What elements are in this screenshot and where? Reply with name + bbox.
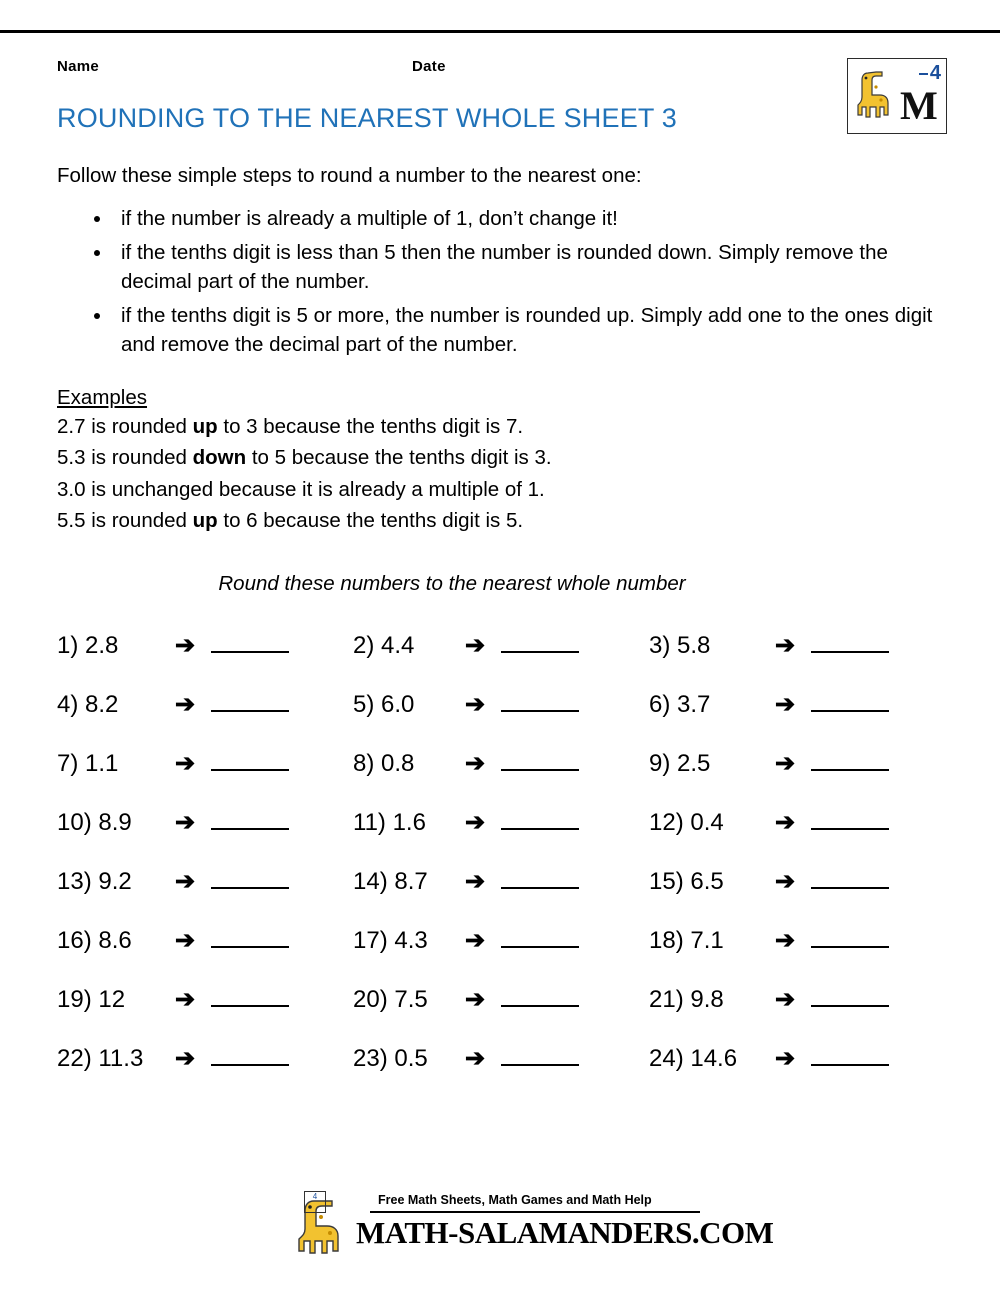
arrow-icon: ➔ <box>175 749 196 777</box>
problem-item <box>649 690 945 719</box>
answer-blank[interactable] <box>211 1047 289 1066</box>
arrow-icon: ➔ <box>175 631 196 659</box>
answer-blank[interactable] <box>211 693 289 712</box>
problem-number: 24) 14.6 <box>649 1044 738 1072</box>
problem-number: 20) 7.5 <box>353 985 428 1013</box>
problem-number: 8) 0.8 <box>353 749 415 777</box>
answer-blank[interactable] <box>501 752 579 771</box>
problem-number: 13) 9.2 <box>57 867 132 895</box>
problem-item <box>649 631 945 660</box>
problem-item <box>353 985 649 1014</box>
arrow-icon: ➔ <box>175 690 196 718</box>
problem-number: 17) 4.3 <box>353 926 428 954</box>
problem-item <box>353 867 649 896</box>
page-footer <box>0 1189 1000 1268</box>
worksheet-content <box>57 48 947 1088</box>
problem-item <box>649 867 945 896</box>
problem-number: 23) 0.5 <box>353 1044 428 1072</box>
problem-number: 11) 1.6 <box>353 808 426 836</box>
answer-blank[interactable] <box>211 929 289 948</box>
answer-blank[interactable] <box>501 1047 579 1066</box>
arrow-icon: ➔ <box>465 985 486 1013</box>
problem-item <box>57 926 353 955</box>
problem-item <box>649 808 945 837</box>
arrow-icon: ➔ <box>775 808 796 836</box>
problems-grid <box>57 616 947 1088</box>
arrow-icon: ➔ <box>465 631 486 659</box>
answer-blank[interactable] <box>811 752 889 771</box>
problem-item <box>57 1044 353 1073</box>
problem-row <box>57 793 947 852</box>
example-strong: up <box>192 509 218 533</box>
example-pre: 5.5 is rounded <box>57 509 193 533</box>
problem-number: 3) 5.8 <box>649 631 711 659</box>
answer-blank[interactable] <box>811 988 889 1007</box>
list-item: • if the tenths digit is less than 5 then the number is rounded down. Simply remove the decimal part of the number. <box>113 238 947 297</box>
problem-number: 4) 8.2 <box>57 690 119 718</box>
problem-item <box>649 749 945 778</box>
example-post: to 5 because the tenths digit is 3. <box>246 446 552 470</box>
logo-m-letter: Μ <box>900 83 938 128</box>
example-pre: 2.7 is rounded <box>57 414 193 438</box>
problem-number: 22) 11.3 <box>57 1044 144 1072</box>
problem-row <box>57 1029 947 1088</box>
example-line <box>57 443 947 473</box>
arrow-icon: ➔ <box>775 867 796 895</box>
problem-number: 2) 4.4 <box>353 631 415 659</box>
problem-number: 6) 3.7 <box>649 690 711 718</box>
answer-blank[interactable] <box>811 929 889 948</box>
problem-item <box>353 926 649 955</box>
problem-item <box>353 1044 649 1073</box>
problem-item <box>57 985 353 1014</box>
problem-number: 12) 0.4 <box>649 808 724 836</box>
problem-number: 16) 8.6 <box>57 926 132 954</box>
example-strong: up <box>192 414 218 438</box>
answer-blank[interactable] <box>211 752 289 771</box>
footer-tagline: Free Math Sheets, Math Games and Math Help <box>378 1193 652 1207</box>
problem-number: 19) 12 <box>57 985 126 1013</box>
answer-blank[interactable] <box>501 693 579 712</box>
problem-number: 15) 6.5 <box>649 867 724 895</box>
name-label: Name <box>57 58 100 75</box>
problem-number: 21) 9.8 <box>649 985 724 1013</box>
problem-item <box>649 1044 945 1073</box>
problem-item <box>57 808 353 837</box>
problem-item <box>57 690 353 719</box>
arrow-icon: ➔ <box>775 690 796 718</box>
example-strong: down <box>192 446 247 470</box>
examples-heading: Examples <box>57 385 148 409</box>
answer-blank[interactable] <box>501 988 579 1007</box>
salamander-icon <box>854 67 894 123</box>
arrow-icon: ➔ <box>775 985 796 1013</box>
problem-row <box>57 970 947 1029</box>
answer-blank[interactable] <box>211 634 289 653</box>
footer-site-name: ΜATH-SALAMANDERS.COM <box>356 1215 774 1250</box>
arrow-icon: ➔ <box>175 808 196 836</box>
example-post: to 3 because the tenths digit is 7. <box>217 414 524 438</box>
list-item: • if the tenths digit is 5 or more, the number is rounded up. Simply add one to the ones digit and remove the decimal part of the number. <box>113 301 947 360</box>
problem-number: 9) 2.5 <box>649 749 711 777</box>
example-pre: 3.0 is unchanged because it is already a multiple of 1. <box>57 477 545 501</box>
problem-number: 14) 8.7 <box>353 867 428 895</box>
page-title: ROUNDING TO THE NEAREST WHOLE SHEET 3 <box>57 103 678 133</box>
answer-blank[interactable] <box>211 811 289 830</box>
instruction-text: Round these numbers to the nearest whole number <box>218 571 686 595</box>
footer-inner <box>290 1189 774 1263</box>
problem-item <box>649 926 945 955</box>
arrow-icon: ➔ <box>465 867 486 895</box>
example-line <box>57 506 947 536</box>
problem-number: 10) 8.9 <box>57 808 132 836</box>
answer-blank[interactable] <box>211 870 289 889</box>
problem-item <box>649 985 945 1014</box>
problem-row <box>57 675 947 734</box>
answer-blank[interactable] <box>211 988 289 1007</box>
problem-number: 1) 2.8 <box>57 631 119 659</box>
answer-blank[interactable] <box>501 870 579 889</box>
brand-logo-box <box>847 58 947 134</box>
grade-badge: 4 <box>919 62 941 85</box>
arrow-icon: ➔ <box>465 749 486 777</box>
answer-blank[interactable] <box>501 811 579 830</box>
answer-blank[interactable] <box>811 811 889 830</box>
footer-divider <box>370 1211 700 1213</box>
problem-row <box>57 852 947 911</box>
arrow-icon: ➔ <box>465 690 486 718</box>
problem-row <box>57 734 947 793</box>
rules-list <box>57 204 947 360</box>
arrow-icon: ➔ <box>465 926 486 954</box>
top-divider <box>0 30 1000 33</box>
answer-blank[interactable] <box>501 929 579 948</box>
arrow-icon: ➔ <box>775 1044 796 1072</box>
problem-item <box>353 749 649 778</box>
problem-row <box>57 911 947 970</box>
arrow-icon: ➔ <box>775 631 796 659</box>
problem-item <box>353 631 649 660</box>
problem-row <box>57 616 947 675</box>
arrow-icon: ➔ <box>465 808 486 836</box>
answer-blank[interactable] <box>811 1047 889 1066</box>
answer-blank[interactable] <box>811 634 889 653</box>
arrow-icon: ➔ <box>775 749 796 777</box>
arrow-icon: ➔ <box>465 1044 486 1072</box>
problem-item <box>57 631 353 660</box>
footer-grade-badge: 4 <box>304 1191 326 1213</box>
date-label: Date <box>412 58 446 75</box>
arrow-icon: ➔ <box>775 926 796 954</box>
arrow-icon: ➔ <box>175 1044 196 1072</box>
problem-item <box>353 808 649 837</box>
example-pre: 5.3 is rounded <box>57 446 193 470</box>
examples-heading-wrap <box>57 364 947 410</box>
problem-number: 5) 6.0 <box>353 690 415 718</box>
problem-number: 18) 7.1 <box>649 926 724 954</box>
answer-blank[interactable] <box>501 634 579 653</box>
problem-number: 7) 1.1 <box>57 749 119 777</box>
answer-blank[interactable] <box>811 870 889 889</box>
problem-item <box>57 867 353 896</box>
example-post: to 6 because the tenths digit is 5. <box>217 509 524 533</box>
example-line <box>57 475 947 505</box>
example-line <box>57 412 947 442</box>
arrow-icon: ➔ <box>175 867 196 895</box>
arrow-icon: ➔ <box>175 926 196 954</box>
answer-blank[interactable] <box>811 693 889 712</box>
problem-item <box>353 690 649 719</box>
arrow-icon: ➔ <box>175 985 196 1013</box>
list-item: • if the number is already a multiple of 1, don’t change it! <box>113 204 947 234</box>
intro-text: Follow these simple steps to round a number to the nearest one: <box>57 164 642 188</box>
problem-item <box>57 749 353 778</box>
